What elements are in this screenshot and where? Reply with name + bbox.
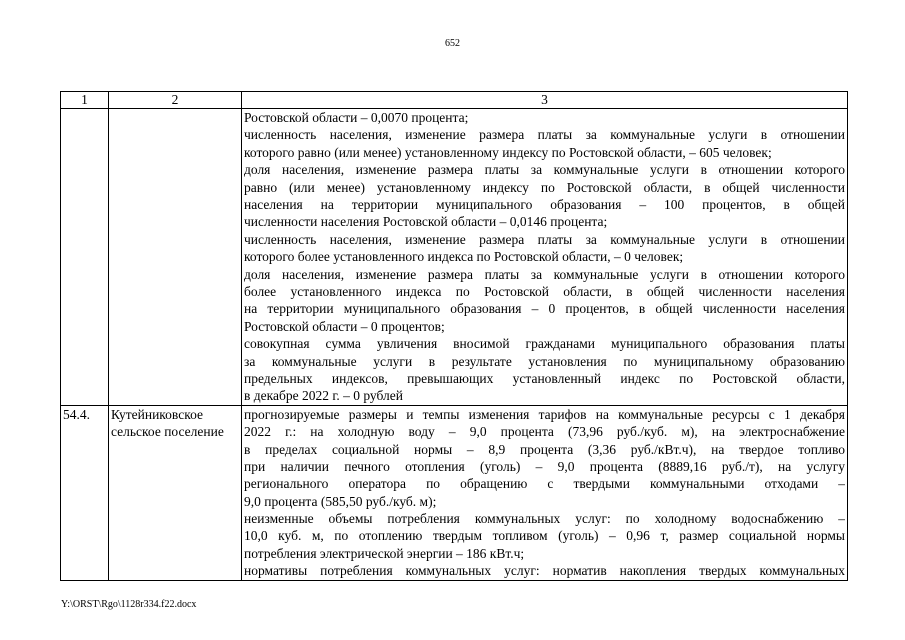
description-line: неизменные объемы потребления коммунальных услуг: по холодному водоснабжению – [244,511,845,527]
description-line: Ростовской области – 0 процентов; [244,318,445,334]
description-line: доля населения, изменение размера платы за коммунальные услуги в отношении которого [244,266,845,282]
municipality-name-line: Кутейниковское [111,406,203,422]
description-line: Ростовской области – 0,0070 процента; [244,110,469,125]
description-line: которого более установленного индекса по Ростовской области, – 0 человек; [244,249,684,265]
header-cell-2: 2 [109,92,242,109]
description-line: прогнозируемые размеры и темпы изменения тарифов на коммунальные ресурсы с 1 декабря [244,406,845,422]
description-line: более установленного индекса по Ростовской области, в общей численности населения [244,283,845,299]
description-line: за коммунальные услуги в результате установления по муниципальному образованию [244,353,845,369]
description-line: потребления электрической энергии – 186 кВт.ч; [244,545,525,561]
description-line: численность населения, изменение размера платы за коммунальные услуги в отношении [244,231,845,247]
description-line: в пределах социальной нормы – 8,9 процента (3,36 руб./кВт.ч), на твердое топливо [244,441,845,457]
description-line: доля населения, изменение размера платы за коммунальные услуги в отношении которого [244,162,845,178]
municipality-name-line: сельское поселение [111,424,224,440]
header-cell-3: 3 [242,92,848,109]
table-row [61,405,848,580]
row-number-cell [61,109,109,406]
header-cell-1: 1 [61,92,109,109]
footer-file-path: Y:\ORST\Rgo\1128r334.f22.docx [61,599,197,610]
description-line: которого равно (или менее) установленному индексу по Ростовской области, – 605 человек; [244,144,772,160]
description-cell [242,109,848,406]
description-line: населения на территории муниципального образования – 100 процентов, в общей [244,196,845,212]
municipality-name-cell [109,109,242,406]
description-line: численность населения, изменение размера платы за коммунальные услуги в отношении [244,127,845,143]
table-row [61,109,848,406]
description-line: нормативы потребления коммунальных услуг: норматив накопления твердых коммунальных [244,563,845,579]
page-number: 652 [445,38,460,49]
description-line: предельных индексов, превышающих установленный индекс по Ростовской области, [244,370,845,386]
municipality-name-cell [109,405,242,580]
description-line: в декабре 2022 г. – 0 рублей [244,388,403,404]
description-line: совокупная сумма увличения вносимой гражданами муниципального образования платы [244,336,845,352]
document-table [60,91,848,581]
description-line: 10,0 куб. м, по отоплению твердым топливом (уголь) – 0,96 т, размер социальной нормы [244,528,845,544]
table-header-row [61,92,848,109]
row-number-cell: 54.4. [61,405,109,580]
description-line: при наличии печного отопления (уголь) – 9,0 процента (8889,16 руб./т), на услугу [244,458,845,474]
description-line: равно (или менее) установленному индексу по Ростовской области, в общей численности [244,179,845,195]
description-line: на территории муниципального образования – 0 процентов, в общей численности населения [244,301,845,317]
description-line: 9,0 процента (585,50 руб./куб. м); [244,493,437,509]
description-line: численности населения Ростовской области – 0,0146 процента; [244,214,608,230]
description-cell [242,405,848,580]
description-line: 2022 г.: на холодную воду – 9,0 процента (73,96 руб./куб. м), на электроснабжение [244,424,845,440]
description-line: регионального оператора по обращению с твердыми коммунальными отходами – [244,476,845,492]
